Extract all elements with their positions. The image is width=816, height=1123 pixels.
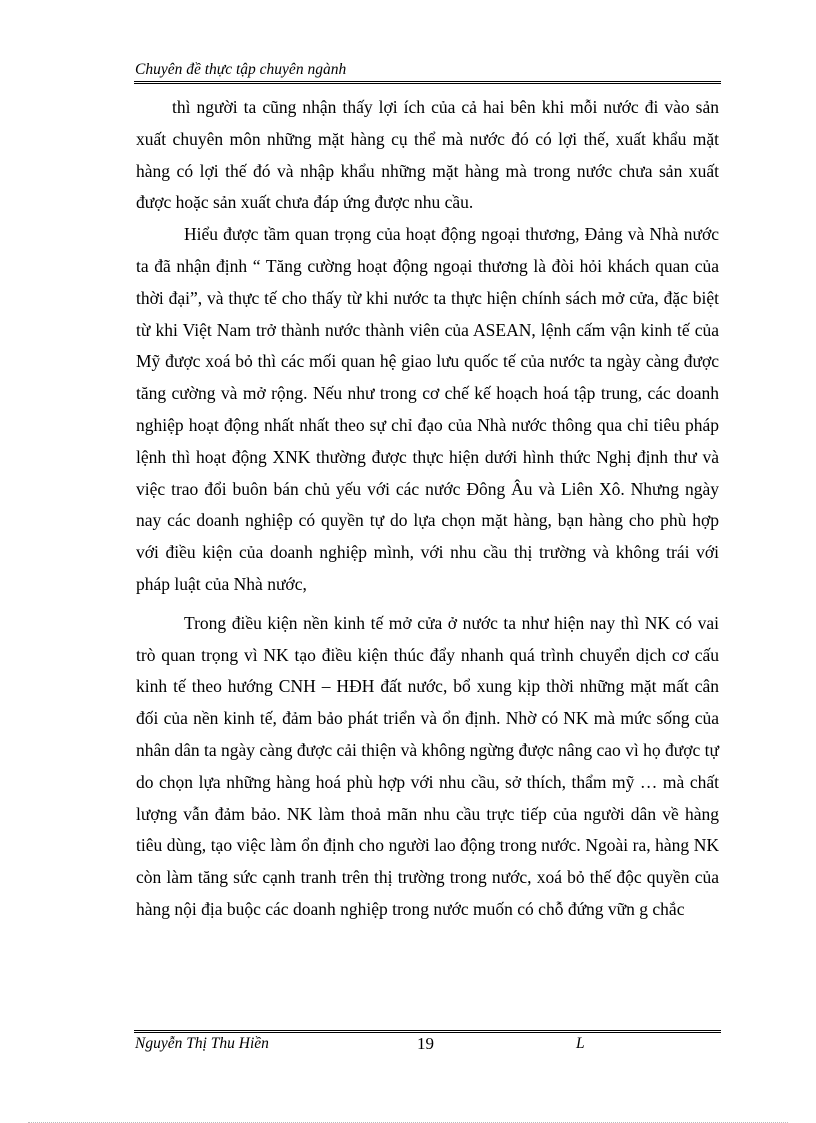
body-paragraph: Hiểu được tầm quan trọng của hoạt động ngoại thương, Đảng và Nhà nước ta đã nhận định “ Tăng cường hoạt động ngoại thương là đòi hỏi khách quan của thời đại”, và thực tế cho thấy từ khi nước ta thực hiện chính sách mở cửa, đặc biệt từ khi Việt Nam trở thành nước thành viên của ASEAN, lệnh cấm vận kinh tế của Mỹ được xoá bỏ thì các mối quan hệ giao lưu quốc tế của nước ta ngày càng được tăng cường và mở rộng. Nếu như trong cơ chế kế hoạch hoá tập trung, các doanh nghiệp hoạt động nhất nhất theo sự chỉ đạo của Nhà nước thông qua chỉ tiêu pháp lệnh thì hoạt động XNK thường được thực hiện dưới hình thức Nghị định thư và việc trao đổi buôn bán chủ yếu với các nước Đông Âu và Liên Xô. Nhưng ngày nay các doanh nghiệp có quyền tự do lựa chọn mặt hàng, bạn hàng cho phù hợp với điều kiện của doanh nghiệp mình, với nhu cầu thị trường và không trái với pháp luật của Nhà nước,	[136, 224, 719, 594]
footer-divider	[134, 1030, 721, 1033]
document-body	[136, 92, 719, 926]
footer-author: Nguyễn Thị Thu Hiền	[135, 1035, 269, 1052]
page-number: 19	[417, 1034, 434, 1053]
body-paragraph: thì người ta cũng nhận thấy lợi ích của cả hai bên khi mỗi nước đi vào sản xuất chuyên môn những mặt hàng cụ thể mà nước đó có lợi thế, xuất khẩu mặt hàng có lợi thế đó và nhập khẩu những mặt hàng mà trong nước chưa sản xuất được hoặc sản xuất chưa đáp ứng được nhu cầu.	[136, 97, 719, 213]
body-paragraph: Trong điều kiện nền kinh tế mở cửa ở nước ta như hiện nay thì NK có vai trò quan trọng vì NK tạo điều kiện thúc đẩy nhanh quá trình chuyển dịch cơ cấu kinh tế theo hướng CNH – HĐH đất nước, bổ xung kịp thời những mặt mất cân đối của nền kinh tế, đảm bảo phát triển và ổn định. Nhờ có NK mà mức sống của nhân dân ta ngày càng được cải thiện và không ngừng được nâng cao vì họ được tự do chọn lựa những hàng hoá phù hợp với nhu cầu, sở thích, thẩm mỹ … mà chất lượng vẫn đảm bảo. NK làm thoả mãn nhu cầu trực tiếp của người dân về hàng tiêu dùng, tạo việc làm ổn định cho người lao động trong nước. Ngoài ra, hàng NK còn làm tăng sức cạnh tranh trên thị trường trong nước, xoá bỏ thế độc quyền của hàng nội địa buộc các doanh nghiệp trong nước muốn có chỗ đứng vữn g chắc	[136, 612, 720, 919]
footer-mark: L	[576, 1035, 585, 1052]
header-divider	[134, 81, 721, 84]
document-header-title: Chuyên đề thực tập chuyên ngành	[135, 61, 347, 78]
